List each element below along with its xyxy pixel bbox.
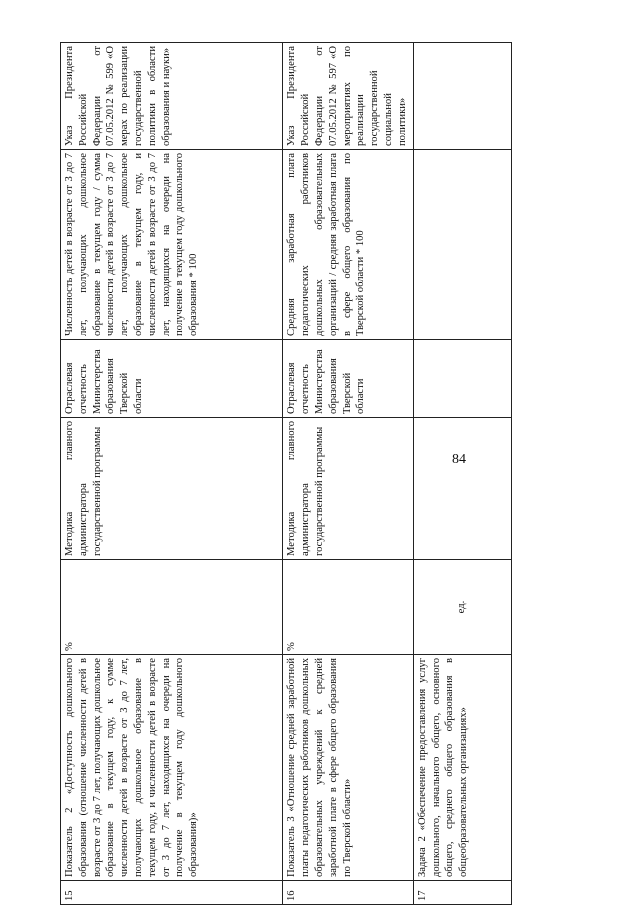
method-cell: Методика главного администратора государственной программы bbox=[61, 418, 283, 560]
indicators-table-rotated bbox=[60, 45, 510, 905]
indicators-table bbox=[60, 42, 512, 905]
table-row bbox=[283, 43, 413, 905]
table-row bbox=[61, 43, 283, 905]
method-cell: Методика главного администратора государственной программы bbox=[283, 418, 413, 560]
indicator-cell: Задача 2 «Обеспечение предоставления услуг дошкольного, начального общего, основного общего, среднего общего образования в общеобразовательных организациях» bbox=[413, 655, 511, 881]
formula-cell: Средняя заработная плата педагогических работников дошкольных образовательных организаций / средняя заработная плата в сфере общего образования по Тверской области * 100 bbox=[283, 150, 413, 340]
source-cell bbox=[413, 340, 511, 418]
indicator-cell: Показатель 2 «Доступность дошкольного образования (отношение численности детей в возрасте от 3 до 7 лет, получающих дошкольное образование в текущем году, к сумме численности детей в возрасте от 3 до 7 лет, получающих дошкольное образование в текущем году, и численности детей в возрасте от 3 до 7 лет, находящихся на очереди на получение в текущем году дошкольного образования)» bbox=[61, 655, 283, 881]
page-number: 84 bbox=[452, 452, 466, 467]
formula-cell: Численность детей в возрасте от 3 до 7 лет, получающих дошкольное образование в текущем году / сумма численности детей в возрасте от 3 до 7 лет, получающих дошкольное образование в текущем году, и численности детей в возрасте от 3 до 7 лет, находящихся на очереди на получение в текущем году дошкольного образования * 100 bbox=[61, 150, 283, 340]
basis-cell: Указ Президента Российской Федерации от 07.05.2012 № 597 «О мероприятиях по реализации государственной социальной политики» bbox=[283, 43, 413, 150]
source-cell: Отраслевая отчетность Министерства образования Тверской области bbox=[283, 340, 413, 418]
method-cell bbox=[413, 418, 511, 560]
indicator-cell: Показатель 3 «Отношение средней заработной платы педагогических работников дошкольных образовательных учреждений к средней заработной плате в сфере общего образования по Тверской области» bbox=[283, 655, 413, 881]
row-number: 15 bbox=[61, 881, 283, 905]
table-row bbox=[413, 43, 511, 905]
formula-cell bbox=[413, 150, 511, 340]
source-cell: Отраслевая отчетность Министерства образования Тверской области bbox=[61, 340, 283, 418]
unit-cell: % bbox=[61, 560, 283, 655]
unit-cell: ед. bbox=[413, 560, 511, 655]
unit-cell: % bbox=[283, 560, 413, 655]
basis-cell bbox=[413, 43, 511, 150]
row-number: 16 bbox=[283, 881, 413, 905]
basis-cell: Указ Президента Российской Федерации от 07.05.2012 № 599 «О мерах по реализации государственной политики в области образования и науки» bbox=[61, 43, 283, 150]
row-number: 17 bbox=[413, 881, 511, 905]
